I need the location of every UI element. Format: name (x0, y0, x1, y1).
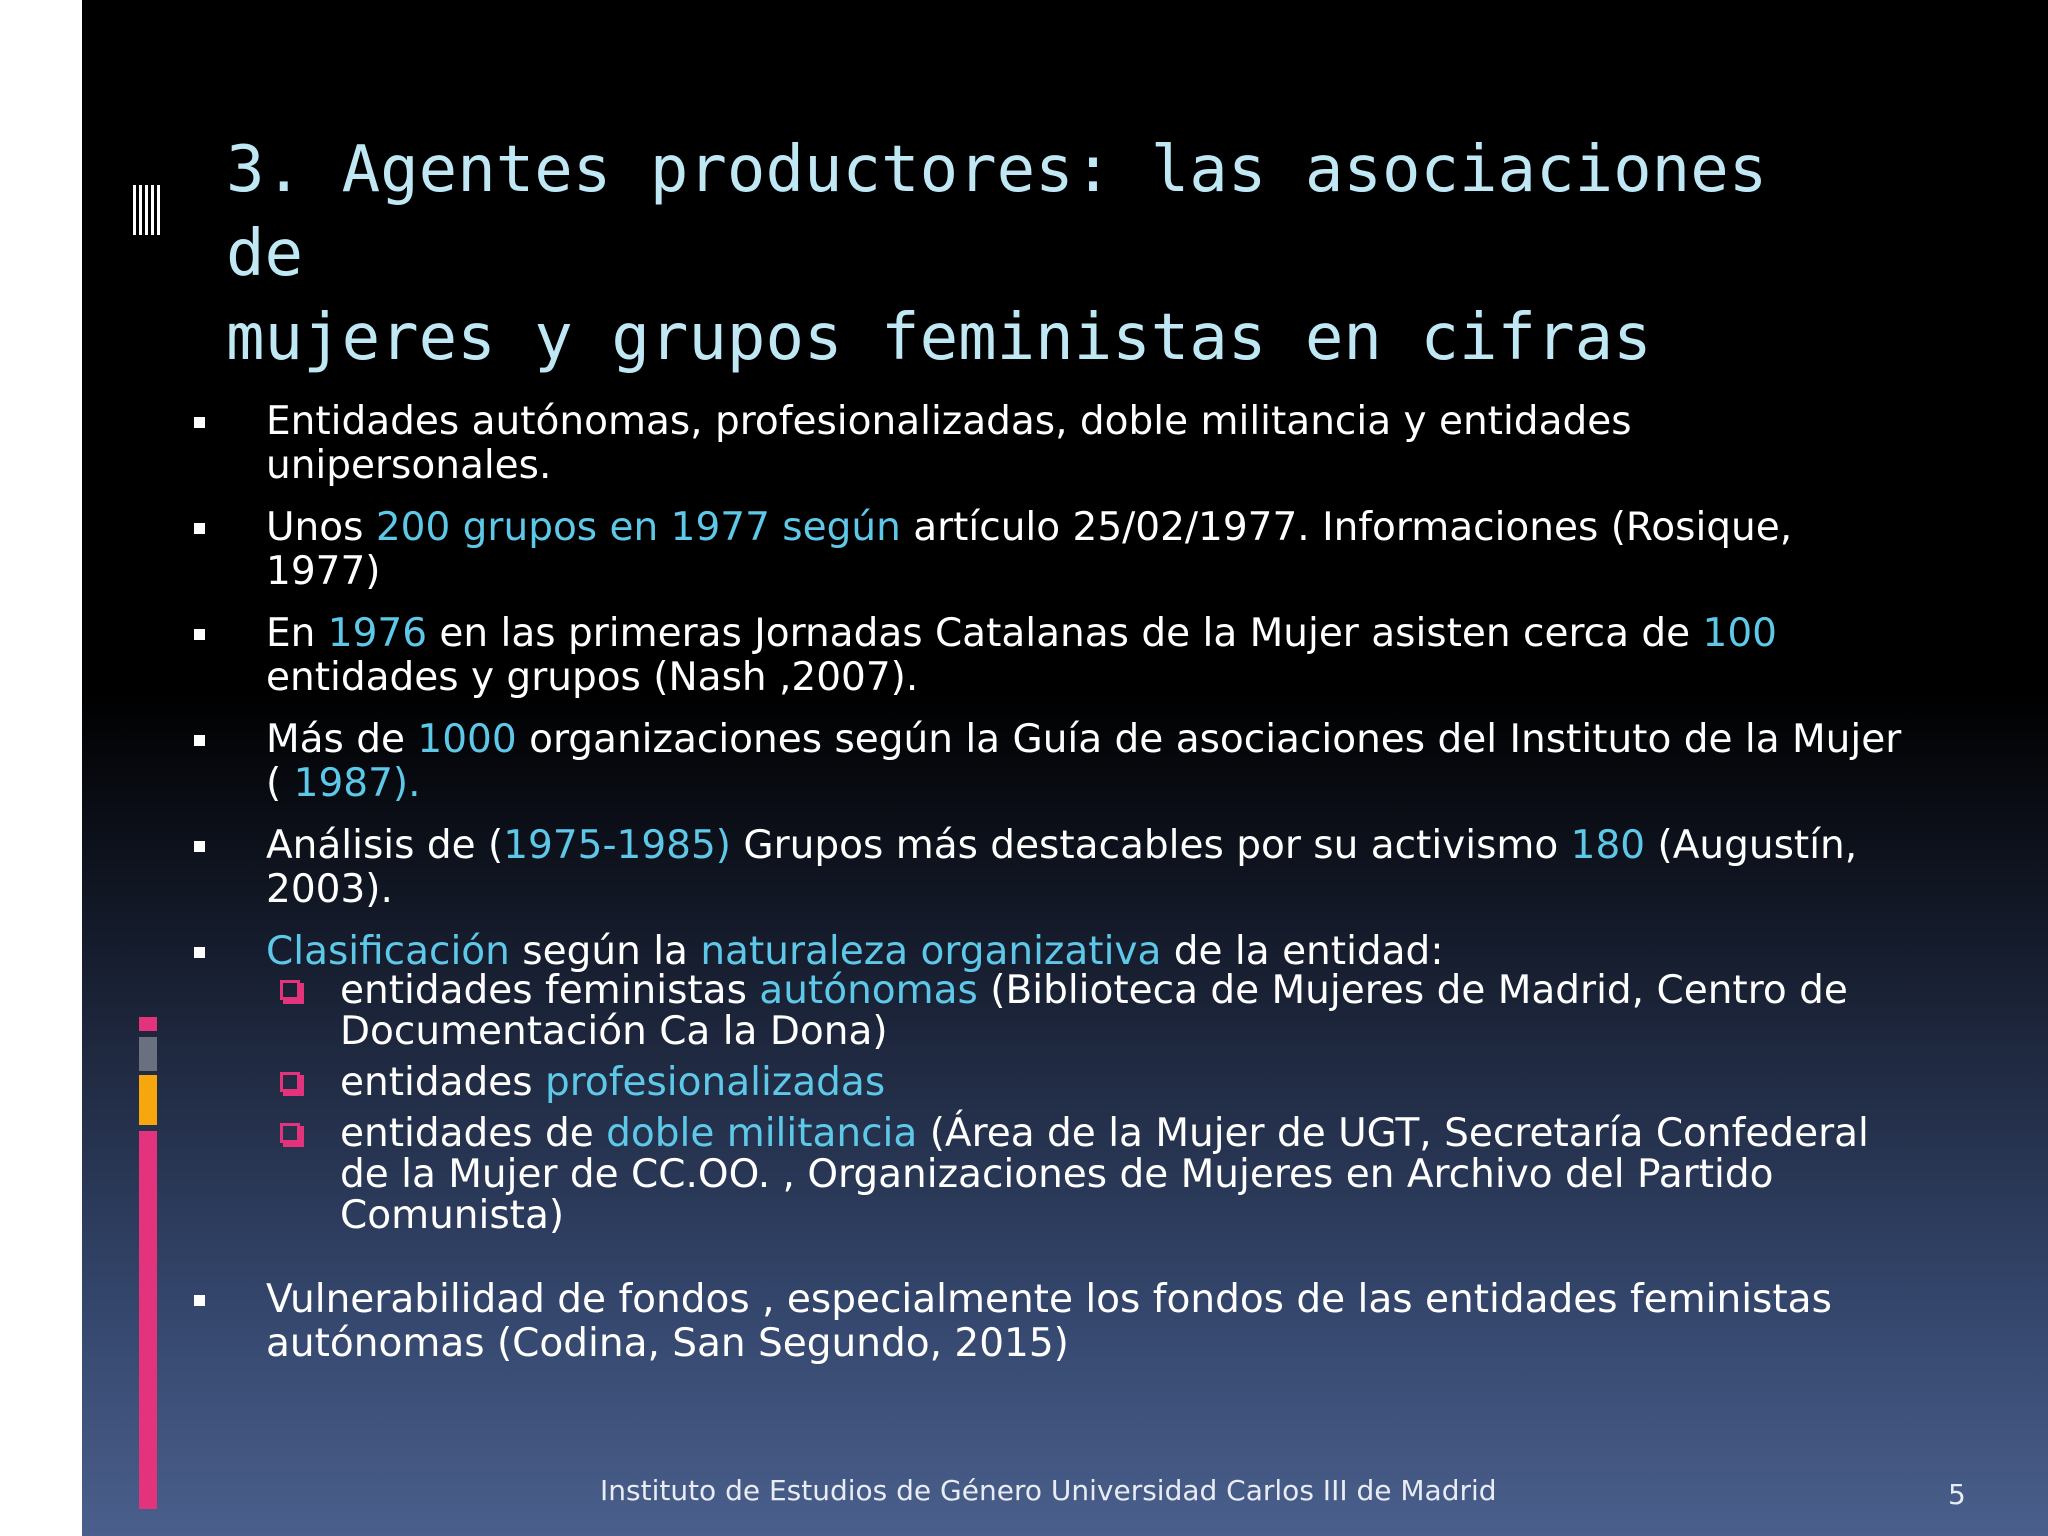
highlighted-text: 200 grupos en 1977 según (375, 505, 901, 550)
bullet-item (184, 824, 1904, 912)
bullet-text: de la entidad: (1161, 929, 1444, 974)
bullet-text: entidades (340, 1060, 545, 1105)
checkbox-bullet-icon (280, 1123, 300, 1143)
bullet-text: entidades y grupos (Nash ,2007). (266, 655, 919, 700)
bullet-text: (Área de la Mujer de UGT, Secretaría Confederal de la Mujer de CC.OO. , Organizaciones de Mujeres en Archivo del Partido Comunista) (340, 1111, 1869, 1238)
page-number: 5 (1948, 1478, 1966, 1511)
footer-institution: Instituto de Estudios de Género Universidad Carlos III de Madrid (600, 1474, 1497, 1507)
highlighted-text: naturaleza organizativa (700, 929, 1162, 974)
bullet-text: Análisis de ( (266, 823, 504, 868)
sub-bullet-item (276, 1062, 1896, 1103)
square-bullet-icon (194, 841, 205, 852)
highlighted-text: 1976 (327, 611, 428, 656)
bullet-text: Entidades autónomas, profesionalizadas, doble militancia y entidades unipersonales. (266, 399, 1632, 488)
bullet-text: organizaciones según la Guía de asociaciones del Instituto de la Mujer ( (266, 717, 1902, 806)
square-bullet-icon (194, 523, 205, 534)
bullet-item (184, 1278, 1904, 1366)
bullet-text: artículo 25/02/1977. Informaciones (Rosique, 1977) (266, 505, 1793, 594)
bullet-item (184, 718, 1904, 806)
decor-orange (139, 1075, 157, 1125)
square-bullet-icon (194, 735, 205, 746)
main-bullet-list (184, 400, 1904, 992)
bullet-text: Grupos más destacables por su activismo (731, 823, 1571, 868)
bullet-text: (Biblioteca de Mujeres de Madrid, Centro de Documentación Ca la Dona) (340, 968, 1848, 1054)
highlighted-text: 1000 (417, 717, 517, 762)
checkbox-bullet-icon (280, 980, 300, 1000)
decor-pink-tall (139, 1131, 157, 1509)
bullet-text: Vulnerabilidad de fondos , especialmente los fondos de las entidades feministas autónomas (Codina, San Segundo, 2015) (266, 1277, 1832, 1366)
title-line-2: mujeres y grupos feministas en cifras (226, 301, 1652, 375)
final-bullet-list (184, 1278, 1904, 1384)
decorative-stripes (130, 185, 162, 235)
bullet-text: Más de (266, 717, 418, 762)
bullet-text: Unos (266, 505, 376, 550)
highlighted-text: autónomas (759, 968, 978, 1013)
bullet-text: (Augustín, 2003). (266, 823, 1858, 912)
highlighted-text: 1975-1985) (503, 823, 731, 868)
bullet-text: entidades feministas (340, 968, 760, 1013)
highlighted-text: 1987). (293, 761, 421, 806)
highlighted-text: 100 (1702, 611, 1777, 656)
sub-bullet-item (276, 970, 1896, 1052)
bullet-item (184, 612, 1904, 700)
decor-gray (139, 1037, 157, 1071)
square-bullet-icon (194, 629, 205, 640)
square-bullet-icon (194, 417, 205, 428)
decor-pink-small (139, 1017, 157, 1031)
bullet-text: En (266, 611, 328, 656)
checkbox-bullet-icon (280, 1072, 300, 1092)
bullet-item (184, 400, 1904, 488)
sub-bullet-list (276, 970, 1896, 1246)
highlighted-text: Clasificación (266, 929, 510, 974)
left-margin-strip (0, 0, 82, 1536)
sub-bullet-item (276, 1113, 1896, 1236)
bullet-text: según la (509, 929, 701, 974)
square-bullet-icon (194, 947, 205, 958)
slide-title (226, 128, 1786, 380)
title-line-1: 3. Agentes productores: las asociaciones de (226, 133, 1768, 291)
square-bullet-icon (194, 1295, 205, 1306)
bullet-item (184, 506, 1904, 594)
highlighted-text: profesionalizadas (544, 1060, 886, 1105)
highlighted-text: doble militancia (606, 1111, 918, 1156)
highlighted-text: 180 (1570, 823, 1646, 868)
bullet-text: en las primeras Jornadas Catalanas de la Mujer asisten cerca de (427, 611, 1703, 656)
bullet-text: entidades de (340, 1111, 607, 1156)
